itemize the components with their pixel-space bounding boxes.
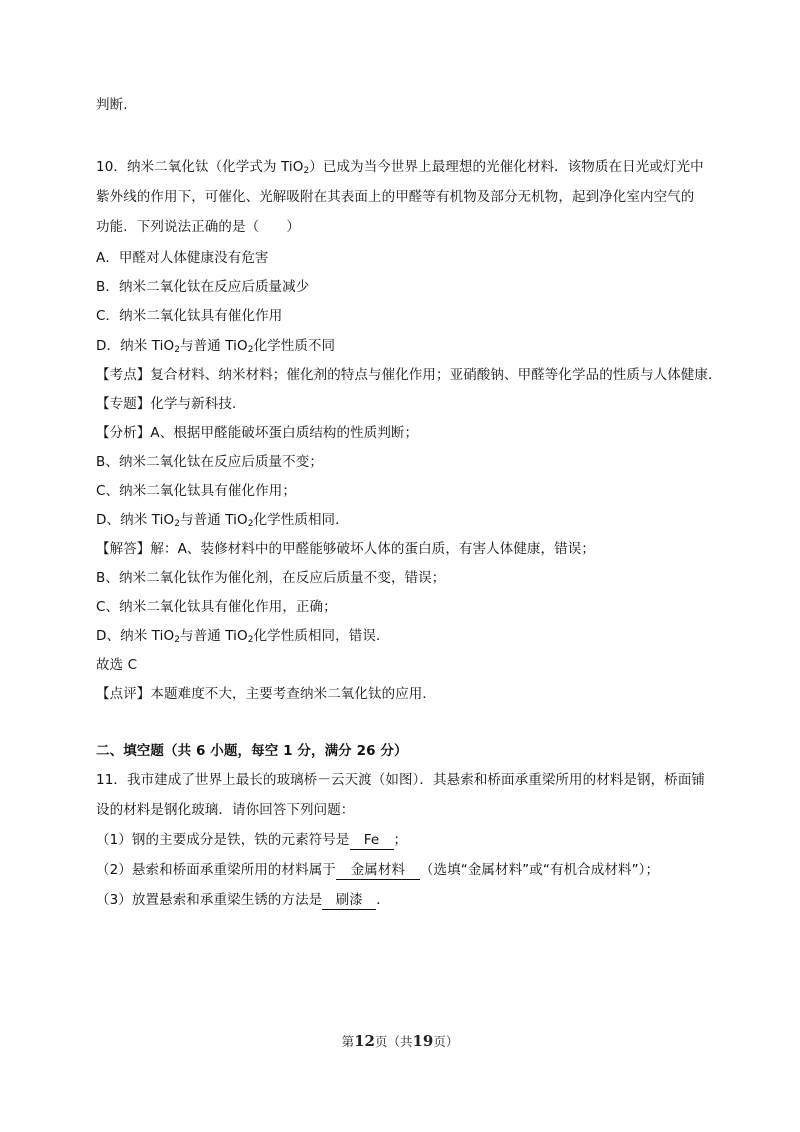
q10-option-a: A．甲醛对人体健康没有危害 xyxy=(96,250,269,266)
q10-jieda-d: D、纳米 TiO$_2$与普通 TiO$_2$化学性质相同，错误． xyxy=(96,628,390,645)
q10-option-d: D．纳米 TiO$_2$与普通 TiO$_2$化学性质不同 xyxy=(96,338,336,355)
answer-blank: 金属材料 xyxy=(336,862,420,880)
q10-option-c: C．纳米二氧化钛具有催化作用 xyxy=(96,308,283,324)
q11-part3: （3）放置悬索和承重梁生锈的方法是 刷漆 ． xyxy=(96,892,390,908)
q10-jieda-a: 【解答】解：A、装修材料中的甲醛能够破坏人体的蛋白质，有害人体健康，错误； xyxy=(96,541,595,557)
continued-text: 判断. xyxy=(96,97,128,113)
answer-blank: 刷漆 xyxy=(322,892,376,910)
q10-jieda-b: B、纳米二氧化钛作为催化剂，在反应后质量不变，错误； xyxy=(96,570,446,586)
total-pages: 19 xyxy=(412,1032,434,1050)
page-footer: 第12页（共19页） xyxy=(341,1032,459,1050)
q10-zhuanti: 【专题】化学与新科技． xyxy=(96,396,246,412)
q11-part2: （2）悬索和桥面承重梁所用的材料属于 金属材料 （选填“金属材料”或“有机合成材料”）； xyxy=(96,862,660,878)
q10-stem-line3: 功能．下列说法正确的是（ ） xyxy=(96,219,300,235)
q10-fenxi-b: B、纳米二氧化钛在反应后质量不变； xyxy=(96,454,323,470)
q11-stem-line2: 设的材料是钢化玻璃．请你回答下列问题： xyxy=(96,802,355,818)
q10-choice: 故选 C xyxy=(96,657,138,673)
section-heading: 二、填空题（共 6 小题，每空 1 分，满分 26 分） xyxy=(96,743,408,759)
q11-part1: （1）钢的主要成分是铁，铁的元素符号是 Fe ； xyxy=(96,832,408,848)
q10-stem-line1: 10．纳米二氧化钛（化学式为 TiO$_2$）已成为当今世界上最理想的光催化材料．该物质在日光或灯光中 xyxy=(96,159,704,176)
q10-dianping: 【点评】本题难度不大，主要考查纳米二氧化钛的应用． xyxy=(96,686,436,702)
q10-fenxi-d: D、纳米 TiO$_2$与普通 TiO$_2$化学性质相同． xyxy=(96,512,349,529)
q11-stem-line1: 11．我市建成了世界上最长的玻璃桥－云天渡（如图）．其悬索和桥面承重梁所用的材料是钢，桥面铺 xyxy=(96,772,706,788)
q10-fenxi-c: C、纳米二氧化钛具有催化作用； xyxy=(96,483,296,499)
q10-jieda-c: C、纳米二氧化钛具有催化作用，正确； xyxy=(96,599,337,615)
q10-fenxi-a: 【分析】A、根据甲醛能破坏蛋白质结构的性质判断； xyxy=(96,425,419,441)
page-number: 12 xyxy=(354,1032,375,1050)
answer-blank: Fe xyxy=(350,832,394,850)
q10-kaodian: 【考点】复合材料、纳米材料；催化剂的特点与催化作用；亚硝酸钠、甲醛等化学品的性质与人体健康． xyxy=(96,367,722,383)
q10-stem-line2: 紫外线的作用下，可催化、光解吸附在其表面上的甲醛等有机物及部分无机物，起到净化室内空气的 xyxy=(96,189,695,205)
q10-option-b: B．纳米二氧化钛在反应后质量减少 xyxy=(96,279,310,295)
